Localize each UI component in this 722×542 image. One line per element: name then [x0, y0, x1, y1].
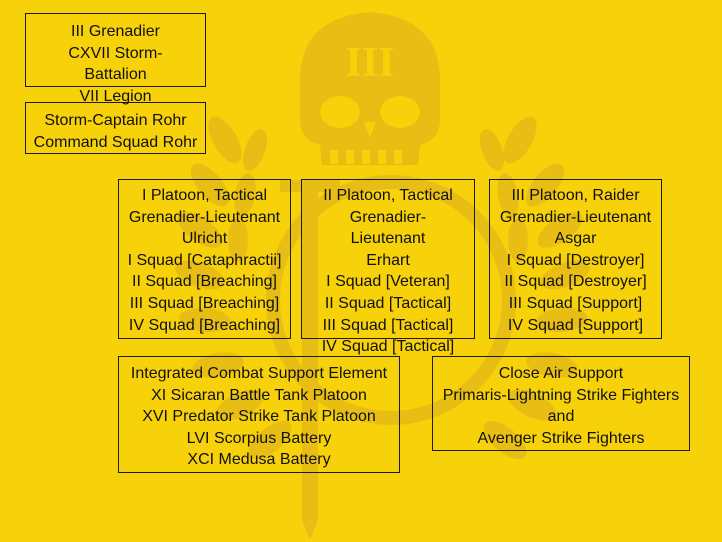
- support-element-line: XI Sicaran Battle Tank Platoon: [151, 386, 367, 404]
- support-element-line: Integrated Combat Support Element: [130, 365, 388, 382]
- platoon-3-line: Grenadier-Lieutenant: [499, 208, 652, 226]
- battalion-box: [25, 13, 206, 105]
- support-element-line: XVI Predator Strike Tank Platoon: [142, 408, 376, 426]
- air-support-line: Close Air Support: [498, 365, 624, 382]
- battalion-line: CXVII Storm-: [68, 44, 163, 62]
- command-line: Storm-Captain Rohr: [44, 112, 187, 129]
- platoon-3-line: III Platoon, Raider: [511, 187, 640, 204]
- skull-numeral: III: [345, 40, 395, 86]
- platoon-2-line: I Squad [Veteran]: [326, 273, 450, 291]
- platoon-3-box: [489, 179, 662, 339]
- command-line: Command Squad Rohr: [33, 133, 198, 151]
- platoon-2-line: II Squad [Tactical]: [324, 294, 452, 312]
- platoon-2-line: II Platoon, Tactical: [323, 187, 453, 204]
- support-element-line: LVI Scorpius Battery: [186, 429, 332, 447]
- air-support-line: Primaris-Lightning Strike Fighters: [442, 386, 680, 404]
- platoon-2-box: [301, 179, 475, 356]
- support-element-line: XCI Medusa Battery: [187, 451, 331, 469]
- support-element-box: [118, 356, 400, 473]
- battalion-line: III Grenadier: [71, 23, 160, 40]
- platoon-2-line: IV Squad [Tactical]: [321, 338, 455, 356]
- platoon-2-line: Erhart: [366, 251, 410, 269]
- command-box: [25, 102, 206, 154]
- air-support-box: [432, 356, 690, 451]
- platoon-1-line: III Squad [Breaching]: [129, 294, 280, 312]
- battalion-line: VII Legion: [79, 87, 152, 105]
- battalion-line: Battalion: [84, 66, 147, 84]
- platoon-1-line: I Platoon, Tactical: [141, 187, 268, 204]
- platoon-3-line: I Squad [Destroyer]: [506, 251, 645, 269]
- platoon-3-line: II Squad [Destroyer]: [504, 273, 647, 291]
- platoon-1-line: II Squad [Breaching]: [132, 273, 277, 291]
- platoon-2-line: Lieutenant: [350, 230, 426, 248]
- platoon-2-line: Grenadier-: [349, 208, 427, 226]
- platoon-2-line: III Squad [Tactical]: [322, 316, 454, 334]
- air-support-line: Avenger Strike Fighters: [477, 429, 645, 447]
- air-support-line: and: [547, 408, 575, 426]
- platoon-3-line: Asgar: [554, 230, 597, 248]
- platoon-1-line: Grenadier-Lieutenant: [128, 208, 281, 226]
- platoon-1-line: I Squad [Cataphractii]: [127, 251, 282, 269]
- platoon-1-box: [118, 179, 291, 339]
- platoon-3-line: IV Squad [Support]: [507, 316, 644, 334]
- platoon-1-line: Ulricht: [181, 230, 228, 248]
- platoon-3-line: III Squad [Support]: [508, 294, 643, 312]
- platoon-1-line: IV Squad [Breaching]: [128, 316, 281, 334]
